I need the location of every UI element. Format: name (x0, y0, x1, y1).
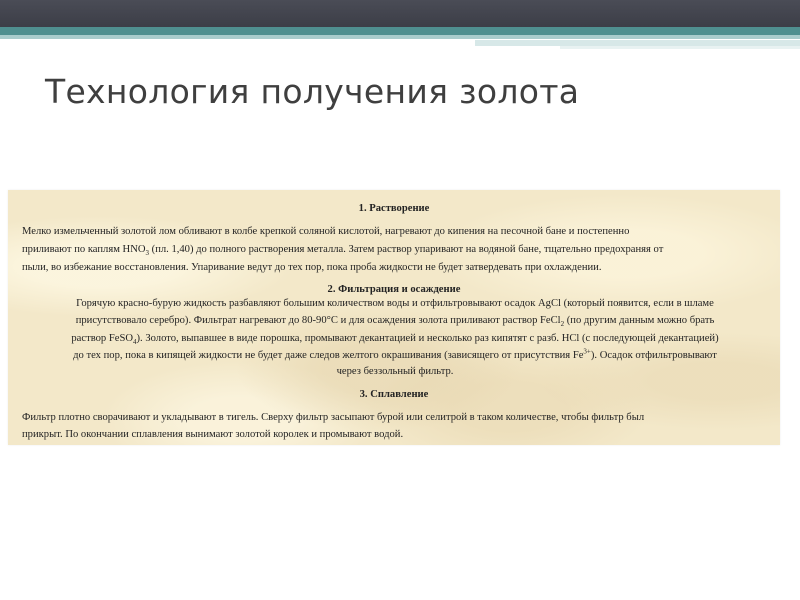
section-2-line-3: раствор FeSO$_4$). Золото, выпавшее в виде порошка, промывают декантацией и несколько раз кипятят с разб. HCl (с последующей декантацией) (71, 333, 719, 347)
section-heading-smelting: 3. Сплавление (359, 389, 429, 400)
top-bar (0, 0, 800, 27)
section-heading-dissolution: 1. Растворение (358, 203, 430, 214)
section-1-line-3: пыли, во избежание восстановления. Упаривание ведут до тех пор, пока проба жидкости не будет затвердевать при охлаждении. (22, 262, 602, 273)
slide-title: Технология получения золота (45, 72, 580, 111)
teal-stripe (0, 27, 800, 35)
section-2-line-2: присутствовало серебро). Фильтрат нагревают до 80-90°С и для осаждения золота приливают раствор FeCl$_2$ (по другим данным можно брать (75, 315, 715, 329)
section-1-line-1: Мелко измельченный золотой лом обливают в колбе крепкой соляной кислотой, нагревают до кипения на песочной бане и постепенно (22, 226, 630, 237)
section-2-line-1: Горячую красно-бурую жидкость разбавляют большим количеством воды и отфильтровывают осадок AgCl (который появится, если в шламе (76, 298, 714, 309)
section-1-line-2: приливают по каплям $HNO_3$ (пл. 1,40) до полного растворения металла. Затем раствор упаривают на водяной бане, тщательно предохраняя от (22, 244, 664, 258)
section-3-line-1: Фильтр плотно сворачивают и укладывают в тигель. Сверху фильтр засыпают бурой или селитрой в таком количестве, чтобы фильтр был (22, 412, 645, 423)
embedded-document-image (8, 190, 780, 445)
section-2-line-5: через беззольный фильтр. (336, 366, 454, 377)
section-heading-filtration: 2. Фильтрация и осаждение (327, 284, 461, 295)
section-3-line-2: прикрыт. По окончании сплавления вынимают золотой королек и промывают водой. (22, 429, 404, 440)
accent-stripe-thin (560, 46, 800, 49)
light-stripe (0, 35, 800, 39)
section-2-line-4: до тех пор, пока в кипящей жидкости не будет даже следов желтого окрашивания (зависящего от присутствия $Fe^{3+}$). Осадок отфильтровывают (73, 347, 717, 361)
